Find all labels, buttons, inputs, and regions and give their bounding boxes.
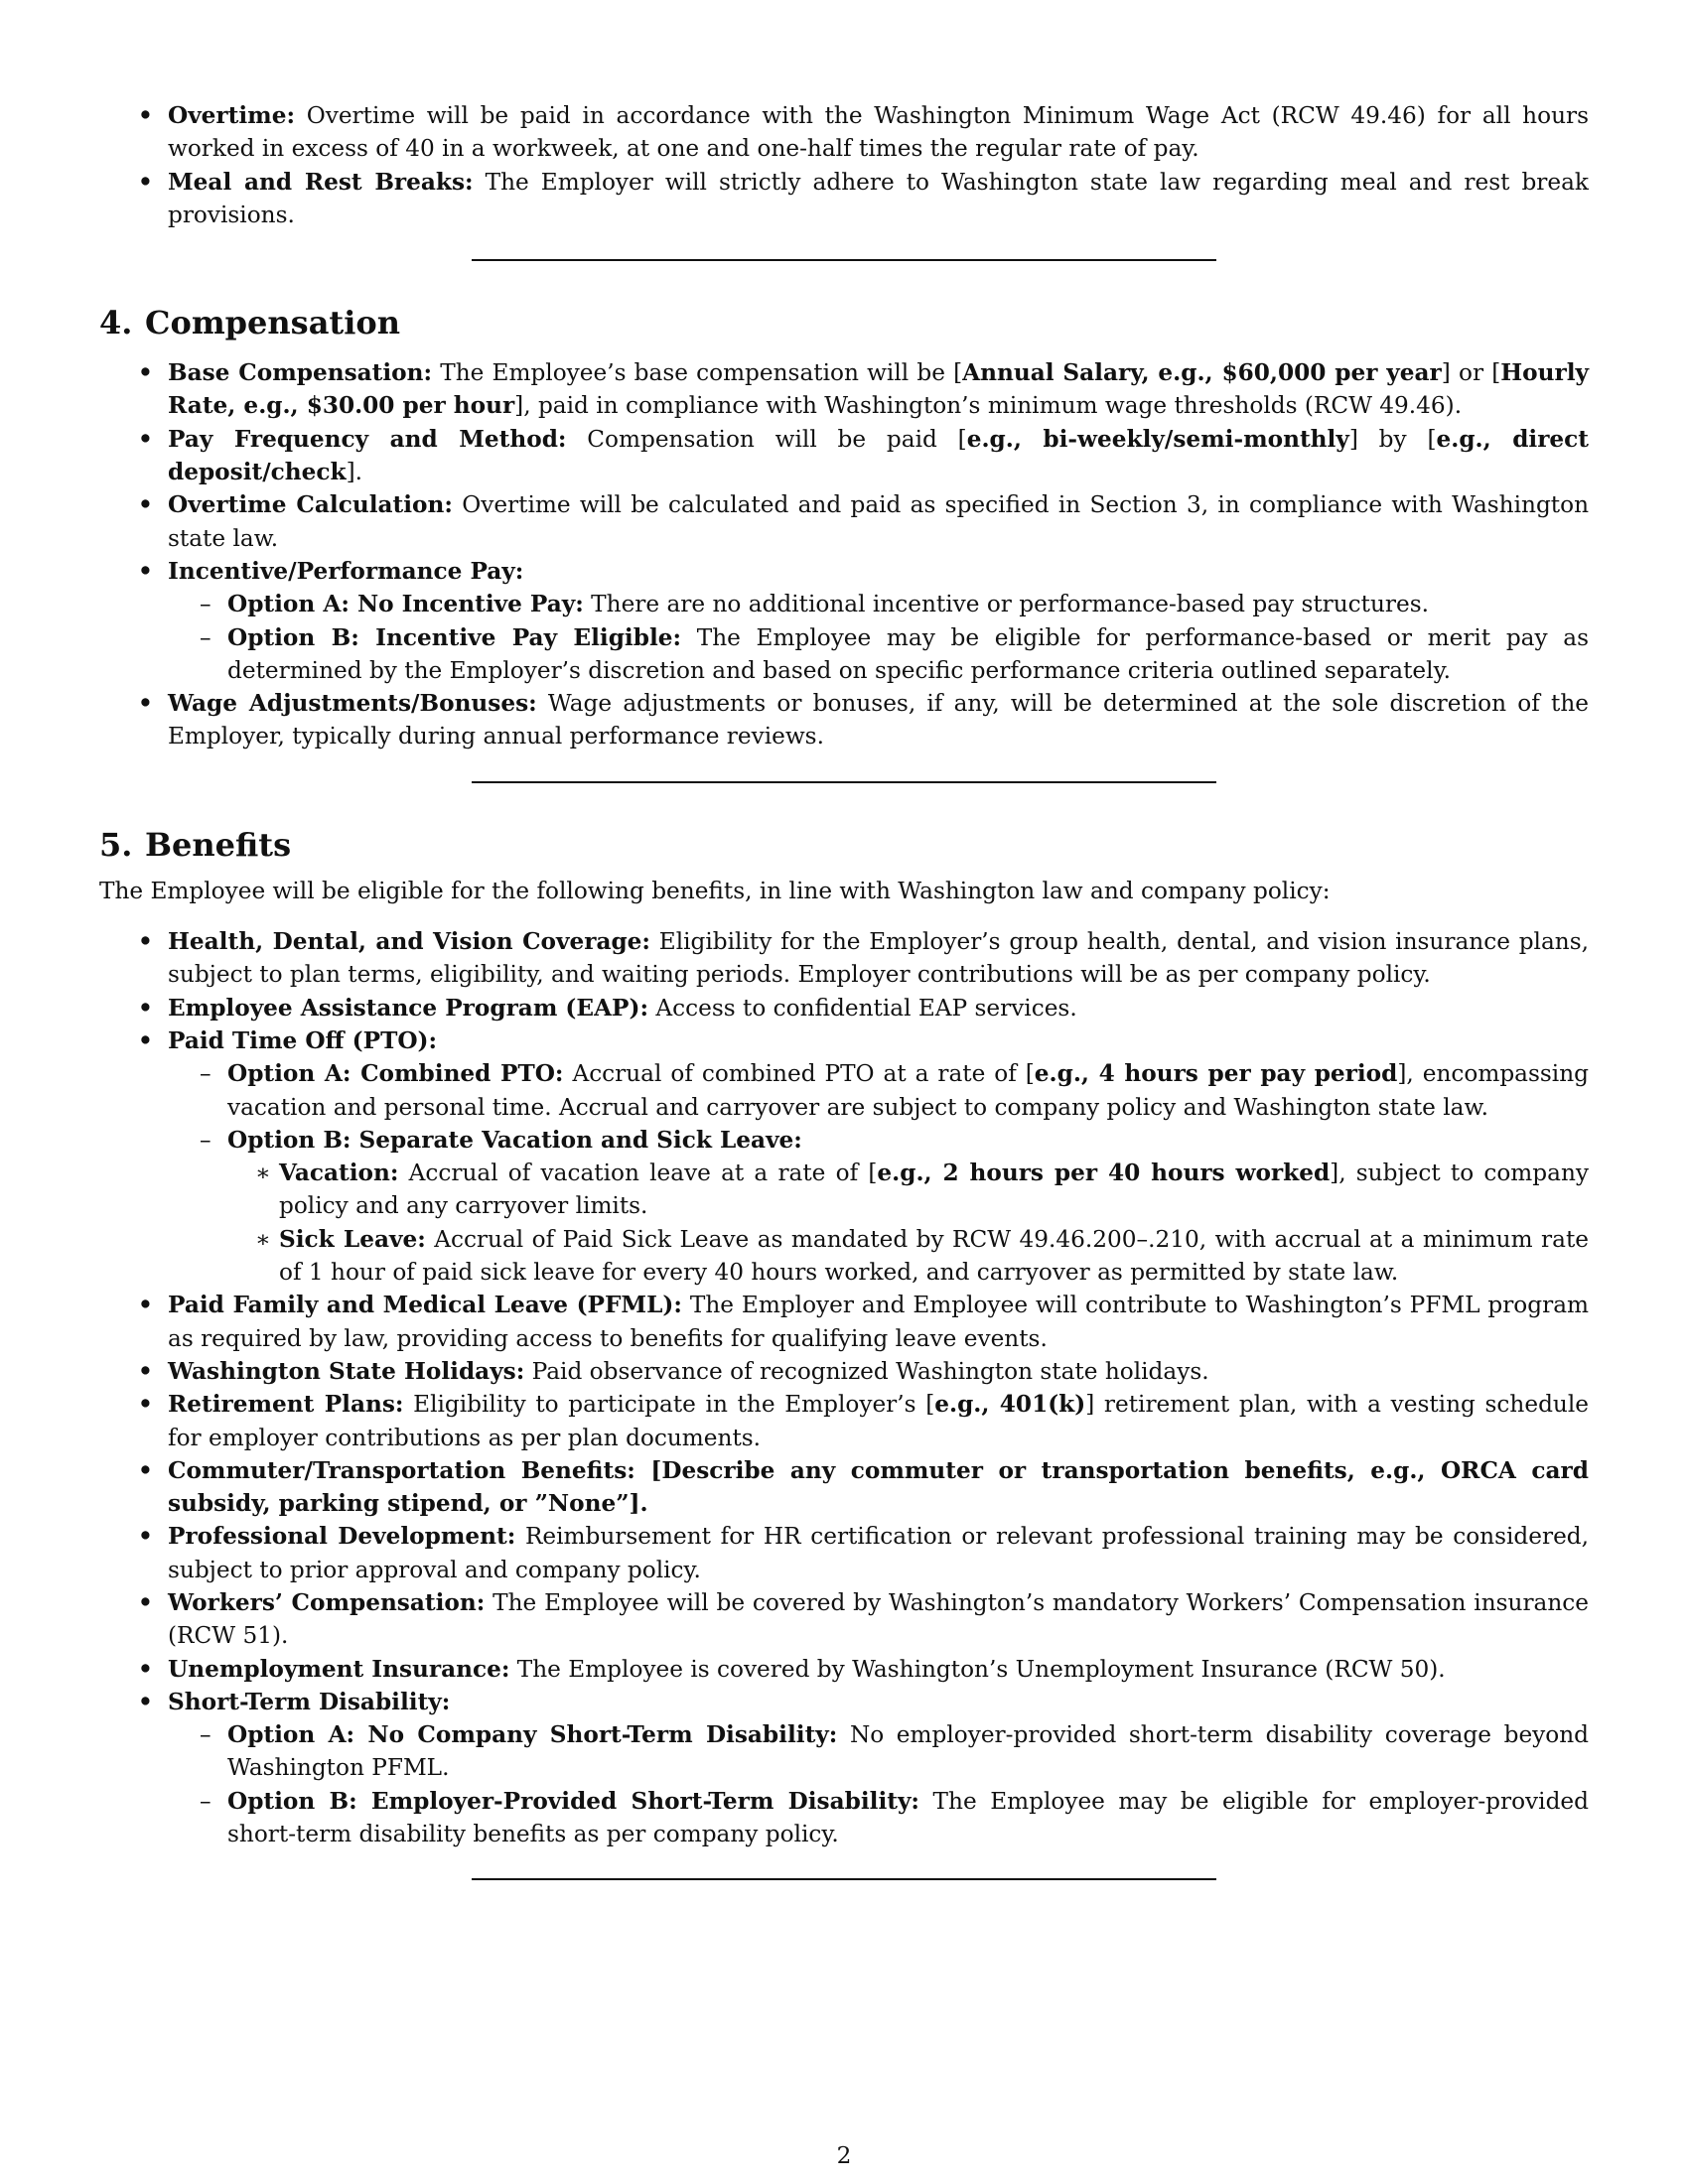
item-label: Pay Frequency and Method: — [168, 425, 567, 453]
item-label: Workers’ Compensation: — [168, 1588, 486, 1616]
placeholder-text: e.g., direct deposit/check — [168, 425, 1590, 486]
bullet-marker: • — [138, 491, 153, 519]
placeholder-text: Annual Salary, e.g., $60,000 per year — [962, 359, 1442, 387]
option-label: Vacation: — [279, 1160, 399, 1187]
sub-sub-list — [227, 1157, 1589, 1289]
compensation-list — [99, 356, 1589, 753]
section-intro: The Employee will be eligible for the following benefits, in line with Washington law and company policy: — [99, 877, 1331, 904]
list-item — [99, 1388, 1589, 1454]
placeholder-text: e.g., 4 hours per pay period — [1034, 1060, 1398, 1088]
section-title: Benefits — [145, 825, 292, 864]
item-text: ] retirement plan, with a vesting schedule for employer contributions as per plan documents. — [168, 1391, 1589, 1451]
item-label: Incentive/Performance Pay: — [168, 557, 524, 585]
option-label: Sick Leave: — [279, 1225, 426, 1253]
option-label: Option A: No Incentive Pay: — [227, 591, 584, 618]
sub-list-item — [168, 621, 1589, 688]
page-content — [99, 99, 1589, 1880]
section-number: 5. — [99, 825, 133, 864]
bullet-marker: • — [138, 1026, 153, 1054]
list-item — [99, 1289, 1589, 1355]
sub-option-list — [168, 588, 1589, 687]
section-divider — [472, 781, 1216, 783]
item-text: Reimbursement for HR certification or relevant professional training may be considered, subject to prior approval and company policy. — [168, 1523, 1590, 1583]
item-text: ] by [ — [1348, 425, 1437, 453]
item-label: Meal and Rest Breaks: — [168, 168, 474, 196]
placeholder-text: [Describe any commuter or transportation benefits, e.g., ORCA card subsidy, parking stipend, or ”None”]. — [168, 1456, 1589, 1518]
item-text: Wage adjustments or bonuses, if any, will be determined at the sole discretion of the Employer, typically during annual performance reviews. — [168, 690, 1589, 751]
sub-sub-list-item — [227, 1157, 1589, 1223]
item-text: Eligibility for the Employer’s group health, dental, and vision insurance plans, subject to plan terms, eligibility, and waiting periods. Employer contributions will be as per company policy. — [168, 928, 1589, 989]
section-number: 4. — [99, 304, 133, 342]
bullet-marker: • — [138, 1523, 153, 1551]
option-text: ], subject to company policy and any carryover limits. — [279, 1160, 1589, 1220]
item-text: The Employer will strictly adhere to Washington state law regarding meal and rest break provisions. — [168, 168, 1589, 228]
bullet-marker: • — [138, 1292, 153, 1319]
item-text: Compensation will be paid [ — [566, 425, 967, 453]
dash-marker: – — [200, 1126, 211, 1154]
item-label: Health, Dental, and Vision Coverage: — [168, 928, 650, 956]
sub-list-item — [168, 1057, 1589, 1124]
placeholder-text: e.g., 401(k) — [934, 1391, 1086, 1419]
item-label: Unemployment Insurance: — [168, 1655, 510, 1683]
item-label: Short-Term Disability: — [168, 1688, 451, 1715]
item-text: ] or [ — [1441, 359, 1501, 387]
option-label: Option B: Employer-Provided Short-Term Disability: — [227, 1787, 919, 1815]
option-text: The Employee may be eligible for employer-provided short-term disability benefits as per company policy. — [227, 1787, 1589, 1848]
item-text: The Employer and Employee will contribute to Washington’s PFML program as required by law, providing access to benefits for qualifying leave events. — [168, 1292, 1590, 1352]
item-label: Retirement Plans: — [168, 1391, 404, 1419]
item-label: Overtime: — [168, 102, 296, 129]
bullet-marker: • — [138, 690, 153, 718]
option-label: Option B: Separate Vacation and Sick Leave: — [227, 1126, 802, 1154]
bullet-marker: • — [138, 102, 153, 129]
list-item — [99, 925, 1589, 992]
item-label: Base Compensation: — [168, 359, 433, 387]
list-item — [99, 687, 1589, 753]
list-item — [99, 99, 1589, 166]
list-item — [99, 1355, 1589, 1388]
item-text: Paid observance of recognized Washington state holidays. — [524, 1357, 1209, 1385]
section-title: Compensation — [145, 304, 400, 342]
placeholder-text: e.g., 2 hours per 40 hours worked — [877, 1160, 1331, 1187]
bullet-marker: • — [138, 994, 153, 1022]
star-marker: ∗ — [255, 1225, 271, 1253]
sub-option-list — [168, 1057, 1589, 1289]
bullet-marker: • — [138, 1456, 153, 1484]
list-item — [99, 1586, 1589, 1653]
item-text: ], paid in compliance with Washington’s minimum wage thresholds (RCW 49.46). — [514, 392, 1463, 420]
sub-list-item — [168, 588, 1589, 620]
option-text: ], encompassing vacation and personal time. Accrual and carryover are subject to company policy and Washington state law. — [227, 1060, 1589, 1121]
section-heading — [99, 825, 1589, 865]
placeholder-text: Hourly Rate, e.g., $30.00 per hour — [168, 359, 1589, 420]
item-text: ]. — [346, 459, 363, 486]
sub-list-item — [168, 1785, 1589, 1851]
item-label: Professional Development: — [168, 1523, 516, 1551]
bullet-marker: • — [138, 359, 153, 387]
option-text: There are no additional incentive or performance-based pay structures. — [583, 591, 1430, 618]
dash-marker: – — [200, 1721, 211, 1749]
sub-list-item — [168, 1718, 1589, 1785]
option-text: Accrual of vacation leave at a rate of [ — [398, 1160, 878, 1187]
item-label: Employee Assistance Program (EAP): — [168, 994, 649, 1022]
option-label: Option A: No Company Short-Term Disability: — [227, 1721, 838, 1749]
list-item — [99, 1653, 1589, 1686]
list-item — [99, 1520, 1589, 1586]
section-divider — [472, 259, 1216, 261]
option-label: Option A: Combined PTO: — [227, 1060, 564, 1088]
section-divider — [472, 1878, 1216, 1880]
option-text: No employer-provided short-term disability coverage beyond Washington PFML. — [227, 1721, 1590, 1782]
item-text: The Employee’s base compensation will be [ — [432, 359, 963, 387]
sub-sub-list-item — [227, 1223, 1589, 1290]
item-label: Paid Time Off (PTO): — [168, 1026, 438, 1054]
list-item — [99, 166, 1589, 232]
bullet-marker: • — [138, 1588, 153, 1616]
bullet-marker: • — [138, 168, 153, 196]
list-item — [99, 1686, 1589, 1850]
bullet-marker: • — [138, 1357, 153, 1385]
list-item — [99, 1024, 1589, 1289]
item-text: Overtime will be paid in accordance with the Washington Minimum Wage Act (RCW 49.46) for all hours worked in excess of 40 in a workweek, at one and one-half times the regular rate of pay. — [168, 102, 1589, 163]
list-item — [99, 555, 1589, 687]
list-item — [99, 488, 1589, 555]
bullet-marker: • — [138, 928, 153, 956]
option-text: The Employee may be eligible for performance-based or merit pay as determined by the Employer’s discretion and based on specific performance criteria outlined separately. — [227, 623, 1589, 684]
bullet-marker: • — [138, 1688, 153, 1715]
item-text: Overtime will be calculated and paid as specified in Section 3, in compliance with Washington state law. — [168, 491, 1589, 552]
item-label: Overtime Calculation: — [168, 491, 453, 519]
dash-marker: – — [200, 1787, 211, 1815]
dash-marker: – — [200, 1060, 211, 1088]
page-number: 2 — [836, 2142, 852, 2169]
benefits-list — [99, 925, 1589, 1850]
bullet-marker: • — [138, 425, 153, 453]
item-text: Access to confidential EAP services. — [648, 994, 1077, 1022]
dash-marker: – — [200, 623, 211, 651]
item-text: The Employee will be covered by Washington’s mandatory Workers’ Compensation insurance (RCW 51). — [168, 1588, 1590, 1650]
sub-option-list — [168, 1718, 1589, 1850]
option-text: Accrual of combined PTO at a rate of [ — [563, 1060, 1035, 1088]
top-bullet-list — [99, 99, 1589, 231]
list-item — [99, 423, 1589, 489]
item-text: The Employee is covered by Washington’s Unemployment Insurance (RCW 50). — [509, 1655, 1446, 1683]
section-heading — [99, 303, 1589, 342]
dash-marker: – — [200, 591, 211, 618]
option-label: Option B: Incentive Pay Eligible: — [227, 623, 682, 651]
bullet-marker: • — [138, 557, 153, 585]
list-item — [99, 1454, 1589, 1521]
option-text: Accrual of Paid Sick Leave as mandated by RCW 49.46.200–.210, with accrual at a minimum rate of 1 hour of paid sick leave for every 40 hours worked, and carryover as permitted by state law. — [279, 1225, 1589, 1287]
list-item — [99, 356, 1589, 423]
list-item — [99, 992, 1589, 1024]
bullet-marker: • — [138, 1655, 153, 1683]
item-label: Commuter/Transportation Benefits: — [168, 1456, 635, 1484]
item-label: Paid Family and Medical Leave (PFML): — [168, 1292, 682, 1319]
sub-list-item — [168, 1124, 1589, 1289]
item-label: Wage Adjustments/Bonuses: — [168, 690, 537, 718]
item-label: Washington State Holidays: — [168, 1357, 525, 1385]
placeholder-text: e.g., bi-weekly/semi-monthly — [966, 425, 1349, 453]
bullet-marker: • — [138, 1391, 153, 1419]
star-marker: ∗ — [255, 1160, 271, 1187]
item-text: Eligibility to participate in the Employer’s [ — [403, 1391, 935, 1419]
